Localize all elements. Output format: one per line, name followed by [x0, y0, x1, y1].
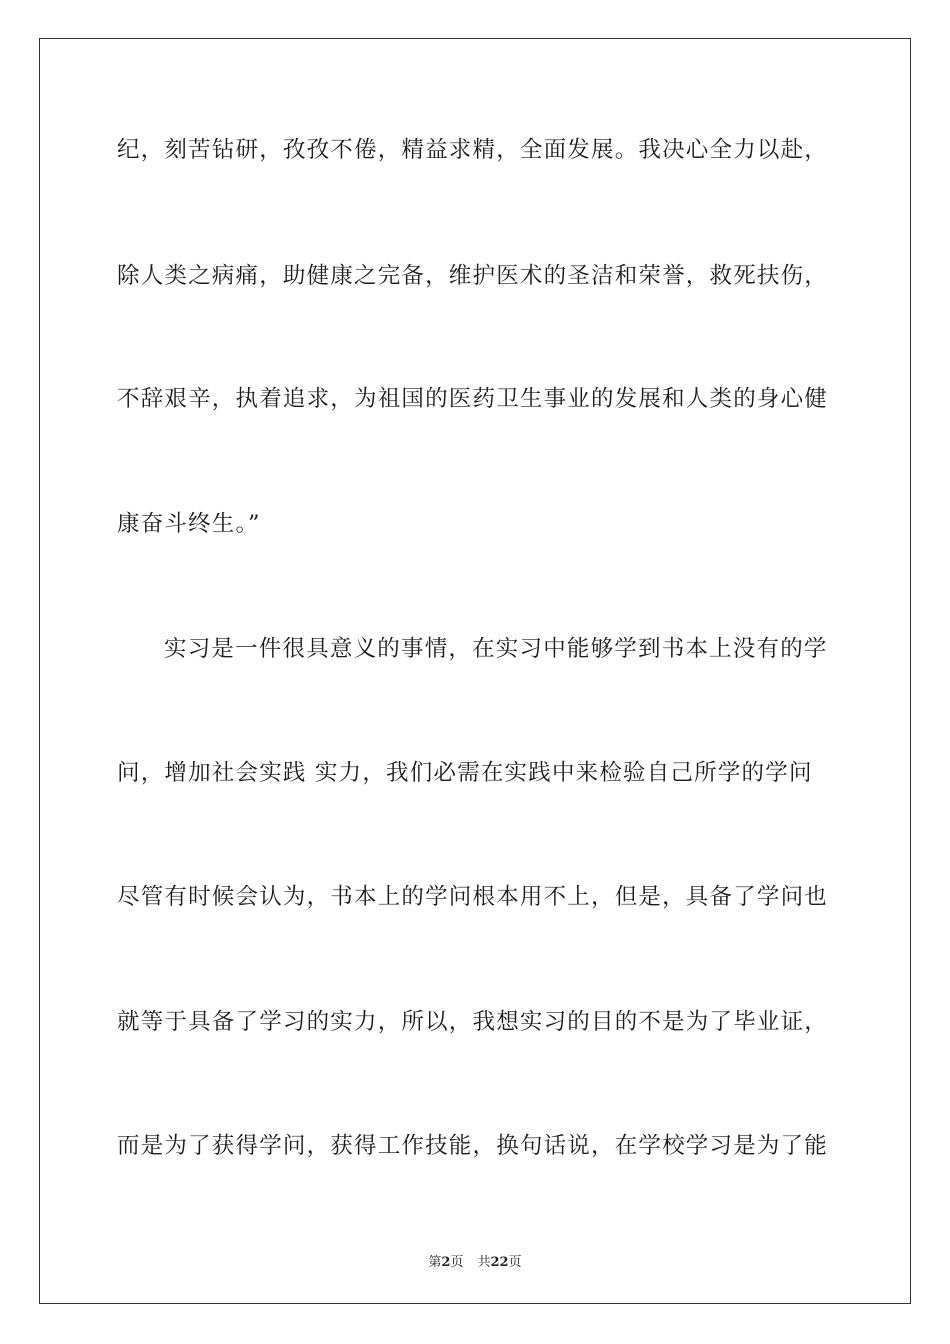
page-prefix: 第 — [428, 1255, 442, 1270]
text-line: 不辞艰辛，执着追求，为祖国的医药卫生事业的发展和人类的身心健 — [117, 386, 829, 412]
text-line: 而是为了获得学问，获得工作技能，换句话说，在学校学习是为了能 — [117, 1133, 829, 1159]
total-prefix: 共 — [477, 1255, 491, 1270]
paragraph-first-line: 实习是一件很具意义的事情，在实习中能够学到书本上没有的学 — [164, 636, 828, 662]
total-suffix: 页 — [508, 1255, 522, 1270]
total-pages: 22 — [490, 1255, 509, 1270]
page-frame — [39, 38, 911, 1304]
page-number: 2 — [441, 1255, 451, 1270]
text-line: 除人类之病痛，助健康之完备，维护医术的圣洁和荣誉，救死扶伤， — [117, 263, 829, 289]
text-line: 康奋斗终生。” — [117, 511, 261, 537]
page-suffix: 页 — [450, 1255, 464, 1270]
text-line: 就等于具备了学习的实力，所以，我想实习的目的不是为了毕业证， — [117, 1009, 829, 1035]
text-line: 尽管有时候会认为，书本上的学问根本用不上，但是，具备了学问也 — [117, 884, 829, 910]
text-line: 问，增加社会实践 实力，我们必需在实践中来检验自己所学的学问 — [117, 760, 813, 786]
text-line: 纪，刻苦钻研，孜孜不倦，精益求精，全面发展。我决心全力以赴， — [117, 137, 829, 163]
page-footer — [0, 1251, 950, 1270]
